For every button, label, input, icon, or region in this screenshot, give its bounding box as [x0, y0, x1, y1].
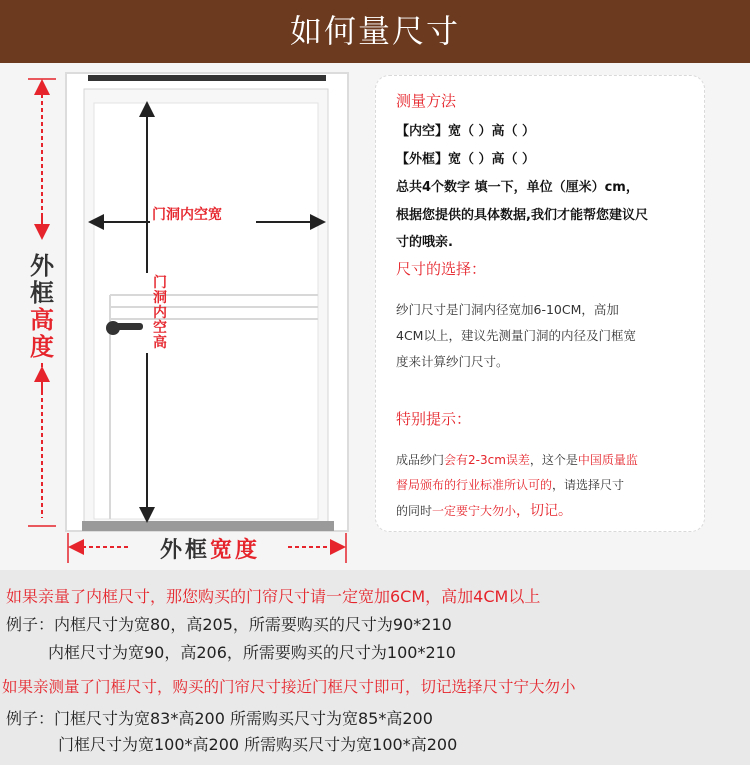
- choice-line-1: 纱门尺寸是门洞内径宽加6-10CM，高加: [396, 302, 619, 317]
- inner-example-2: 内框尺寸为宽90，高206，所需要购买的尺寸为100*210: [48, 643, 456, 662]
- advice-line-2: 寸的哦亲.: [396, 235, 453, 250]
- choice-line-2: 4CM以上，建议先测量门洞的内径及门框宽: [396, 328, 636, 343]
- special-line-1: 成品纱门会有2-3cm误差，这个是中国质量监: [396, 453, 638, 467]
- door-diagram: [0, 63, 372, 568]
- advice-line-1: 根据您提供的具体数据,我们才能帮您建议尺: [396, 208, 648, 223]
- outer-height-label: 外 框 高 度: [30, 252, 54, 361]
- special-title: 特别提示：: [396, 410, 472, 428]
- page-header: [0, 0, 750, 63]
- frame-example-2: 门框尺寸为宽100*高200 所需购买尺寸为宽100*高200: [58, 735, 458, 754]
- frame-rule-line: 如果亲测量了门框尺寸，购买的门帘尺寸接近门框尺寸即可，切记选择尺寸宁大勿小: [2, 678, 576, 696]
- inner-width-label: 门洞内空宽: [152, 207, 222, 223]
- inner-size-line: 【内空】宽（ ）高（ ）: [396, 124, 536, 139]
- page-title: 如何量尺寸: [289, 12, 460, 50]
- special-line-3: 的同时一定要宁大勿小，切记。: [396, 503, 573, 519]
- outer-width-label: 外框宽度: [159, 538, 261, 563]
- instructions-panel: [375, 75, 705, 532]
- examples-section: [0, 570, 750, 765]
- total-line: 总共4个数字 填一下，单位（厘米）cm，: [396, 180, 639, 195]
- special-line-2: 督局颁布的行业标准所认可的，请选择尺寸: [396, 478, 625, 492]
- inner-rule-line: 如果亲量了内框尺寸，那您购买的门帘尺寸请一定宽加6CM，高加4CM以上: [6, 587, 541, 606]
- inner-example-1: 例子：内框尺寸为宽80，高205，所需要购买的尺寸为90*210: [6, 615, 452, 634]
- choice-title: 尺寸的选择：: [396, 260, 487, 278]
- inner-height-label: 门 洞 内 空 高: [153, 275, 167, 351]
- method-title: 测量方法: [396, 92, 457, 110]
- outer-size-line: 【外框】宽（ ）高（ ）: [396, 152, 536, 167]
- choice-line-3: 度来计算纱门尺寸。: [396, 354, 509, 369]
- frame-example-1: 例子：门框尺寸为宽83*高200 所需购买尺寸为宽85*高200: [6, 709, 433, 728]
